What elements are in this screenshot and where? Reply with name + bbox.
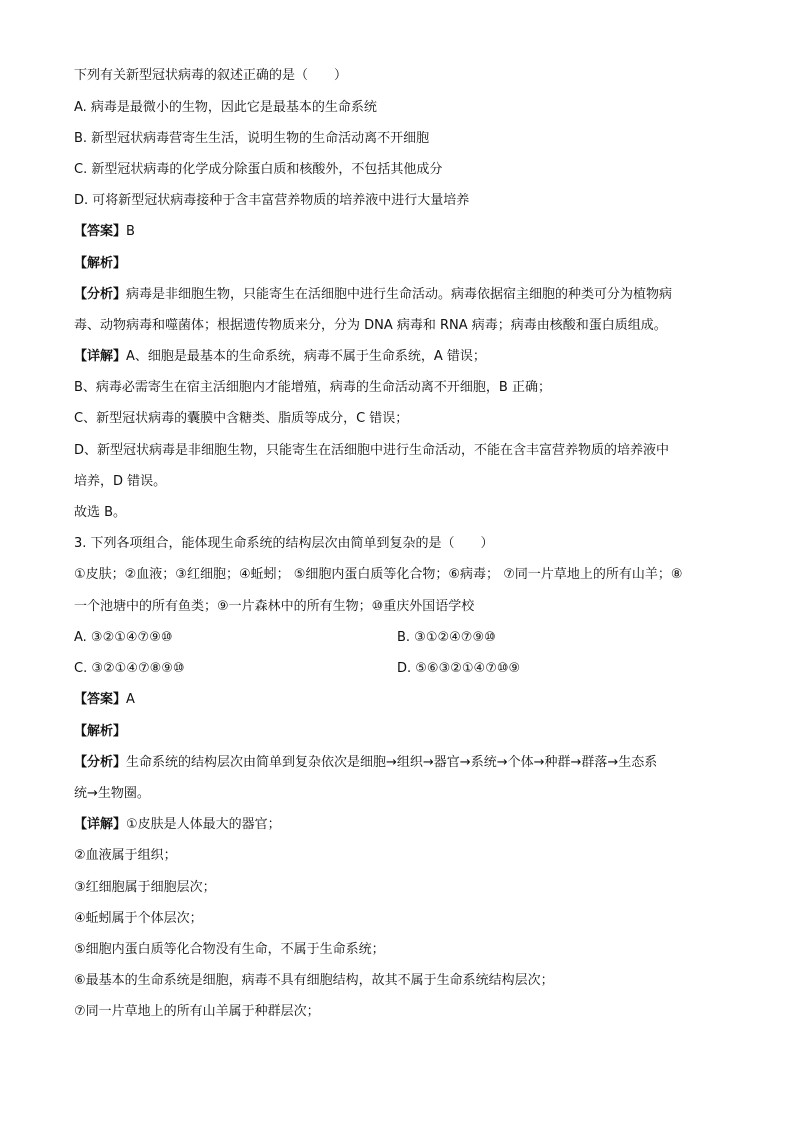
q3-fenxi-line xyxy=(74,754,657,772)
xiangjie-label: 【详解】 xyxy=(74,817,127,832)
q3-items-line1: ①皮肤；②血液；③红细胞；④蚯蚓； ⑤细胞内蛋白质等化合物；⑥病毒； ⑦同一片草地上的所有山羊；⑧ xyxy=(74,567,683,582)
q1-fenxi-line2: 毒、动物病毒和噬菌体；根据遗传物质来分，分为 DNA 病毒和 RNA 病毒；病毒由核酸和蛋白质组成。 xyxy=(74,318,667,333)
q1-analysis-label: 【解析】 xyxy=(74,256,127,271)
q1-option-c: C. 新型冠状病毒的化学成分除蛋白质和核酸外，不包括其他成分 xyxy=(74,162,443,177)
q3-option-d: D. ⑤⑥③②①④⑦⑩⑨ xyxy=(397,661,521,676)
q1-option-b: B. 新型冠状病毒营寄生生活，说明生物的生命活动离不开细胞 xyxy=(74,131,430,146)
q1-conclusion: 故选 B。 xyxy=(74,505,127,520)
q3-option-b: B. ③①②④⑦⑨⑩ xyxy=(397,630,496,645)
q3-detail-4: ④蚯蚓属于个体层次； xyxy=(74,911,203,926)
q3-items-line2: 一个池塘中的所有鱼类；⑨一片森林中的所有生物；⑩重庆外国语学校 xyxy=(74,599,475,614)
q3-answer xyxy=(74,691,135,709)
xiangjie-label: 【详解】 xyxy=(74,349,127,364)
q3-detail-2: ②血液属于组织； xyxy=(74,848,177,863)
answer-label: 【答案】 xyxy=(74,692,127,707)
q1-detail-b: B、病毒必需寄生在宿主活细胞内才能增殖，病毒的生命活动离不开细胞，B 正确； xyxy=(74,380,551,395)
q1-answer xyxy=(74,223,135,241)
answer-value: B xyxy=(126,224,135,239)
q3-detail-5: ⑤细胞内蛋白质等化合物没有生命，不属于生命系统； xyxy=(74,942,385,957)
xiangjie-text: ①皮肤是人体最大的器官； xyxy=(126,817,281,832)
q1-detail-d: D、新型冠状病毒是非细胞生物，只能寄生在活细胞中进行生命活动，不能在含丰富营养物质的培养液中 xyxy=(74,443,670,458)
q3-option-a: A. ③②①④⑦⑨⑩ xyxy=(74,630,173,645)
answer-label: 【答案】 xyxy=(74,224,127,239)
q3-xiangjie-line xyxy=(74,816,281,834)
q3-detail-7: ⑦同一片草地上的所有山羊属于种群层次； xyxy=(74,1004,320,1019)
q3-fenxi-line2: 统→生物圈。 xyxy=(74,786,150,801)
fenxi-label: 【分析】 xyxy=(74,755,127,770)
fenxi-text: 病毒是非细胞生物，只能寄生在活细胞中进行生命活动。病毒依据宿主细胞的种类可分为植物病 xyxy=(126,287,673,302)
q3-detail-3: ③红细胞属于细胞层次； xyxy=(74,880,216,895)
xiangjie-text: A、细胞是最基本的生命系统，病毒不属于生命系统，A 错误； xyxy=(126,349,486,364)
q3-stem: 3. 下列各项组合，能体现生命系统的结构层次由简单到复杂的是（ ） xyxy=(74,536,494,551)
q3-detail-6: ⑥最基本的生命系统是细胞，病毒不具有细胞结构，故其不属于生命系统结构层次； xyxy=(74,973,554,988)
q1-detail-d-cont: 培养，D 错误。 xyxy=(74,474,167,489)
q1-detail-c: C、新型冠状病毒的囊膜中含糖类、脂质等成分，C 错误； xyxy=(74,411,409,426)
q1-option-d: D. 可将新型冠状病毒接种于含丰富营养物质的培养液中进行大量培养 xyxy=(74,193,470,208)
q1-option-a: A. 病毒是最微小的生物，因此它是最基本的生命系统 xyxy=(74,100,377,115)
fenxi-label: 【分析】 xyxy=(74,287,127,302)
fenxi-text: 生命系统的结构层次由简单到复杂依次是细胞→组织→器官→系统→个体→种群→群落→生态系 xyxy=(126,755,658,770)
q1-stem: 下列有关新型冠状病毒的叙述正确的是（ ） xyxy=(74,68,348,83)
q3-option-c: C. ③②①④⑦⑧⑨⑩ xyxy=(74,661,185,676)
answer-value: A xyxy=(126,692,135,707)
q1-xiangjie-line xyxy=(74,348,486,366)
q1-fenxi-line xyxy=(74,286,672,304)
q3-analysis-label: 【解析】 xyxy=(74,724,127,739)
